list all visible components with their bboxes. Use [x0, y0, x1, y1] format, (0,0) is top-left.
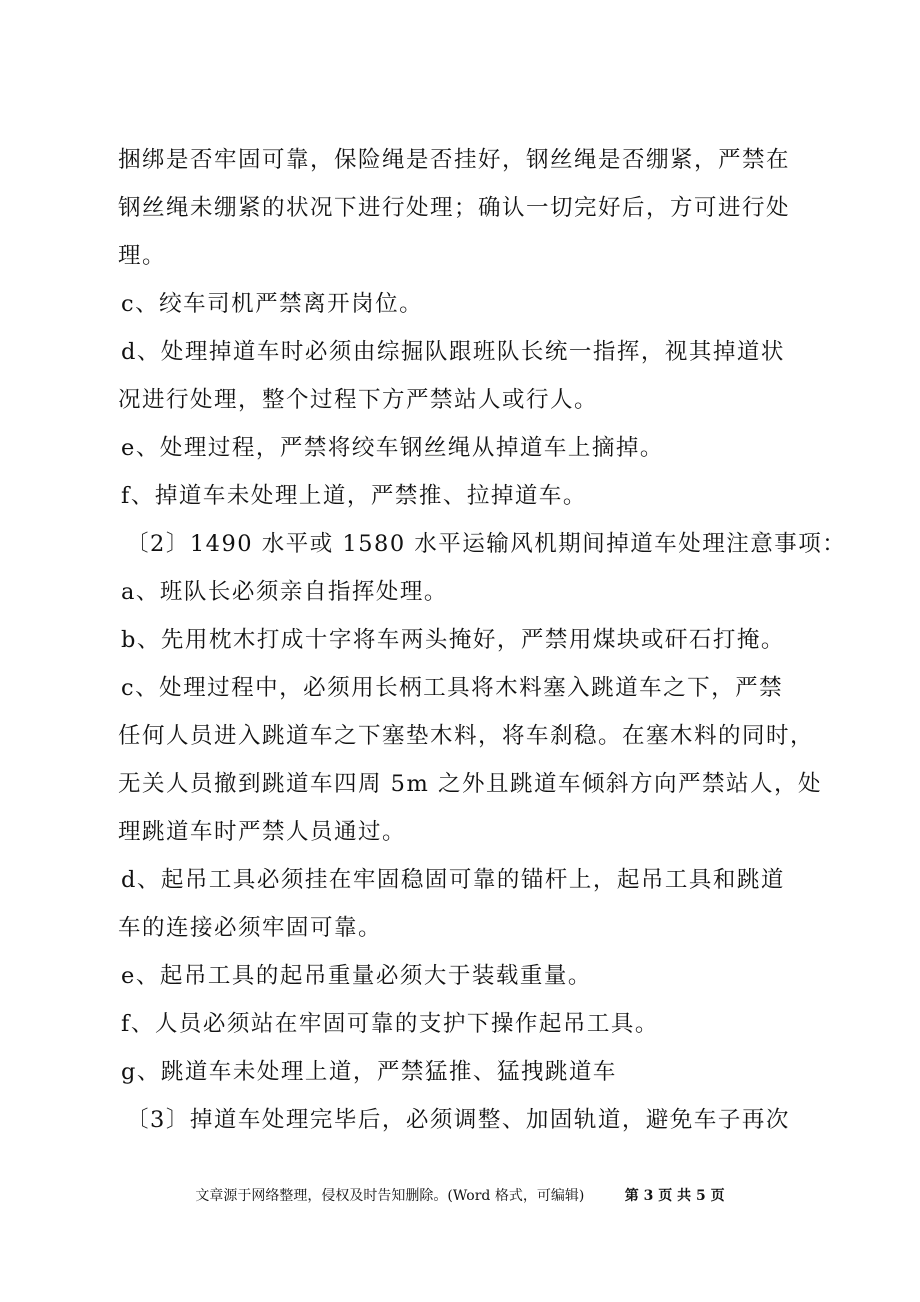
text-line: 况进行处理，整个过程下方严禁站人或行人。: [118, 387, 599, 413]
text-line: 理跳道车时严禁人员通过。: [118, 819, 407, 845]
text-line: 捆绑是否牢固可靠，保险绳是否挂好，钢丝绳是否绷紧，严禁在: [118, 147, 791, 173]
list-item-c: c、绞车司机严禁离开岗位。: [121, 291, 424, 317]
list-item-c: c、处理过程中，必须用长柄工具将木料塞入跳道车之下，严禁: [121, 675, 784, 701]
text-line: 任何人员进入跳道车之下塞垫木料，将车刹稳。在塞木料的同时，: [118, 723, 815, 749]
text-line: 钢丝绳未绷紧的状况下进行处理；确认一切完好后，方可进行处: [118, 195, 791, 221]
list-item-f: f、人员必须站在牢固可靠的支护下操作起吊工具。: [121, 1011, 659, 1037]
section-heading-3: 〔3〕掉道车处理完毕后，必须调整、加固轨道，避免车子再次: [126, 1107, 790, 1133]
list-item-f: f、掉道车未处理上道，严禁推、拉掉道车。: [121, 483, 587, 509]
list-item-d: d、起吊工具必须挂在牢固稳固可靠的锚杆上，起吊工具和跳道: [121, 867, 785, 893]
list-item-a: a、班队长必须亲自指挥处理。: [121, 579, 448, 605]
text-line: 车的连接必须牢固可靠。: [118, 915, 383, 941]
list-item-d: d、处理掉道车时必须由综掘队跟班队长统一指挥，视其掉道状: [121, 339, 785, 365]
list-item-b: b、先用枕木打成十字将车两头掩好，严禁用煤块或矸石打掩。: [121, 627, 785, 653]
footer-source-note: 文章源于网络整理，侵权及时告知删除。(Word 格式，可编辑): [195, 1188, 585, 1204]
text-line: 理。: [118, 243, 167, 269]
page-number: 第 3 页 共 5 页: [624, 1188, 725, 1204]
body-text: [118, 136, 847, 1144]
list-item-g: g、跳道车未处理上道，严禁猛推、猛拽跳道车: [121, 1059, 617, 1085]
section-heading-2: 〔2〕1490 水平或 1580 水平运输风机期间掉道车处理注意事项：: [126, 531, 847, 557]
list-item-e: e、起吊工具的起吊重量必须大于装载重量。: [121, 963, 592, 989]
page-footer: [0, 1186, 920, 1206]
text-line: 无关人员撤到跳道车四周 5m 之外且跳道车倾斜方向严禁站人，处: [118, 771, 822, 797]
list-item-e: e、处理过程，严禁将绞车钢丝绳从掉道车上摘掉。: [121, 435, 664, 461]
